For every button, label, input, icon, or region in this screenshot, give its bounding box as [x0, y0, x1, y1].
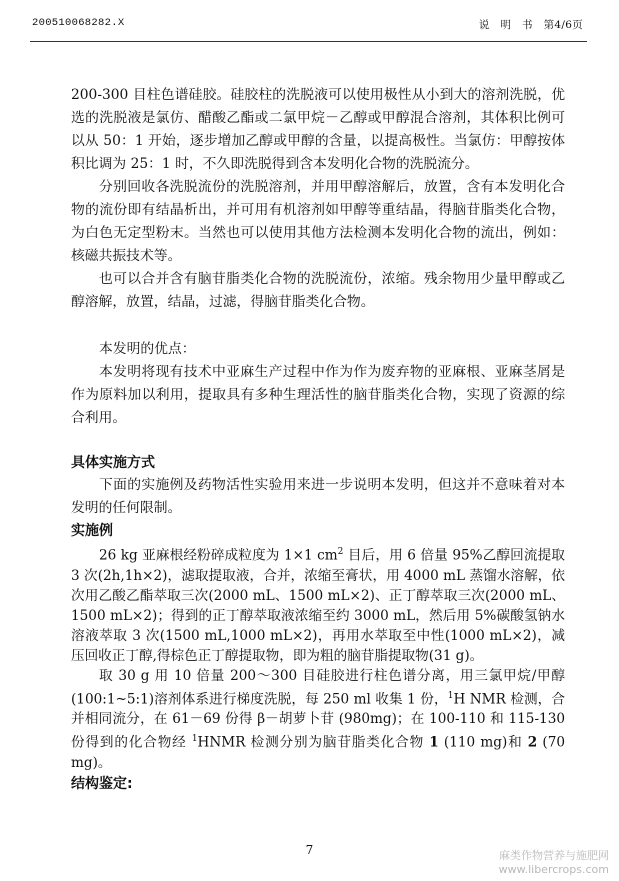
separation-text-part3: HNMR 检测分别为脑苷脂类化合物	[197, 734, 430, 751]
compound-1-label: 1	[429, 734, 439, 751]
example-heading: 实施例	[71, 523, 113, 539]
paragraph-crystallization: 分别回收各洗脱流份的洗脱溶剂，并用甲醇溶解后，放置，含有本发明化合物的流份即有结晶析出，并可用有机溶剂如甲醇等重结晶，得脑苷脂类化合物，为白色无定型粉末。当然也可以使用其他方法检测本发明化合物的流出，例如：核磁共振技术等。	[71, 179, 565, 264]
page-section-label: 说 明 书 第4/6页	[478, 19, 583, 31]
hnmr-superscript-2: 1	[191, 734, 198, 745]
page-number: 7	[305, 843, 314, 857]
hnmr-superscript-1: 1	[447, 690, 454, 701]
site-watermark	[499, 849, 609, 877]
embodiment-heading: 具体实施方式	[71, 455, 155, 471]
extraction-text-part1: 26 kg 亚麻根经粉碎成粒度为 1×1 cm	[99, 547, 338, 564]
extraction-text-part2: 目后，用 6 倍量 95%乙醇回流提取 3 次(2h,1h×2)，滤取提取液，合并，浓缩至膏状，用 4000 mL 蒸馏水溶解，依次用乙酸乙酯萃取三次(2000 mL、1500 mL×2)、正丁醇萃取三次(2000 mL、1500 mL×2)；得到的正丁醇萃取液浓缩至约 3000 mL，然后用 5%碳酸氢钠水溶液萃取 3 次(1500 mL,1000 mL×2)，再用水萃取至中性(1000 mL×2)，减压回收正丁醇,得棕色正丁醇提取物，即为粗的脑苷脂提取物(31 g)。	[71, 547, 565, 664]
separation-text-part4: (110 mg)和	[438, 734, 528, 751]
structure-heading: 结构鉴定:	[71, 775, 133, 792]
watermark-url: www.libercrops.com	[498, 863, 609, 876]
separation-text-part2: H NMR 检测，合并相同流分，在 61－69 份得 β－胡萝卜苷 (980mg)；在 100-110 和 115-130 份得到的化合物经	[71, 691, 565, 751]
header-divider	[30, 41, 587, 42]
patent-number: 200510068282.X	[32, 17, 125, 29]
advantages-title: 本发明的优点：	[99, 341, 196, 357]
paragraph-advantages: 本发明将现有技术中亚麻生产过程中作为作为废弃物的亚麻根、亚麻茎屑是作为原料加以利用，提取具有多种生理活性的脑苷脂类化合物，实现了资源的综合利用。	[71, 364, 565, 426]
extraction-superscript: 2	[337, 547, 344, 557]
compound-2-label: 2	[527, 734, 538, 751]
separation-text-part5: (70 mg)。	[71, 734, 566, 771]
watermark-title: 麻类作物营养与施肥网	[499, 849, 609, 862]
document-body	[71, 84, 565, 795]
paragraph-extraction	[71, 542, 565, 666]
paragraph-embodiment-intro: 下面的实施例及药物活性实验用来进一步说明本发明，但这并不意味着对本发明的任何限制。	[71, 477, 565, 516]
paragraph-combine-fractions: 也可以合并含有脑苷脂类化合物的洗脱流份，浓缩。残余物用少量甲醇或乙醇溶解，放置，结晶，过滤，得脑苷脂类化合物。	[71, 271, 565, 310]
separation-text-part1: 取 30 g 用 10 倍量 200～300 目硅胶进行柱色谱分离，用三氯甲烷/甲醇(100:1~5:1)溶剂体系进行梯度洗脱，每 250 ml 收集 1 份，	[71, 667, 565, 708]
paragraph-silica-elution: 200-300 目柱色谱硅胶。硅胶柱的洗脱液可以使用极性从小到大的溶剂洗脱，优选的洗脱液是氯仿、醋酸乙酯或二氯甲烷－乙醇或甲醇混合溶剂，其体积比例可以从 50：1 开始，逐步增加乙醇或甲醇的含量，以提高极性。当氯仿：甲醇按体积比调为 25：1 时，不久即洗脱得到含本发明化合物的洗脱流分。	[71, 87, 565, 172]
paragraph-column-separation	[71, 666, 565, 773]
